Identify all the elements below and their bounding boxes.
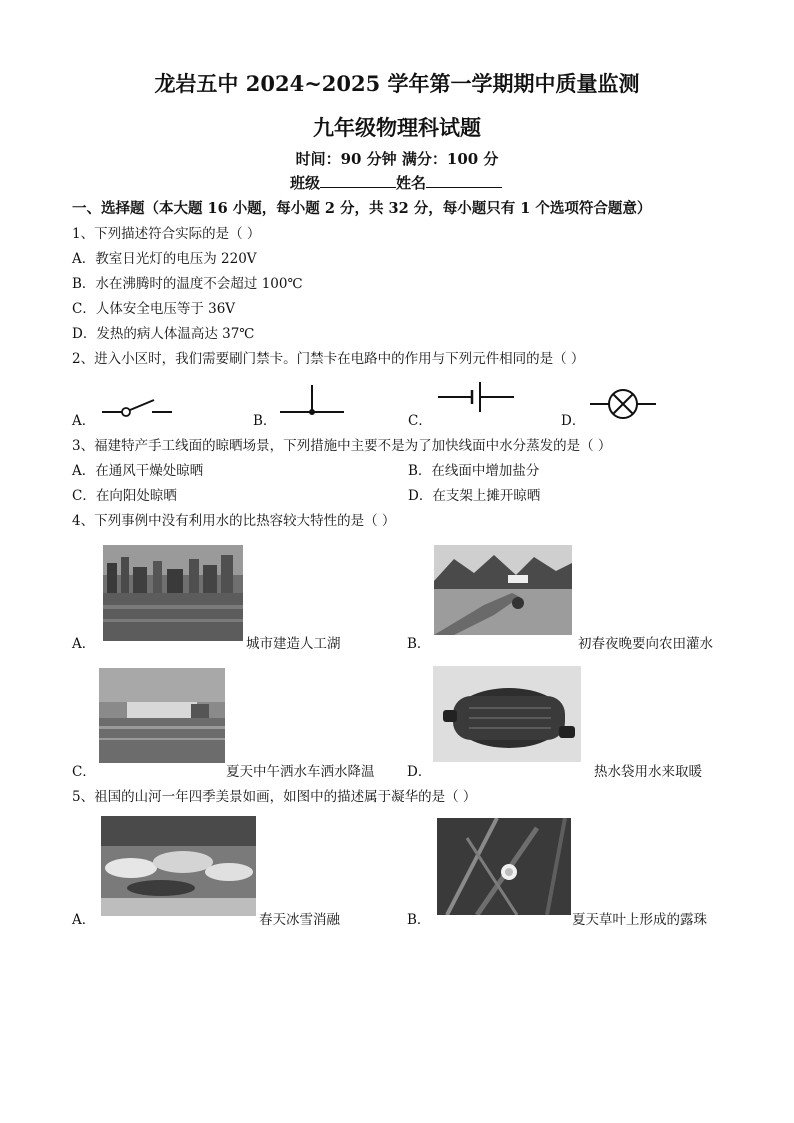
q2-option-b-label: B． <box>253 413 277 429</box>
q2-stem: 2、进入小区时，我们需要刷门禁卡。门禁卡在电路中的作用与下列元件相同的是（ ） <box>72 351 585 367</box>
q3-stem: 3、福建特产手工线面的晾晒场景，下列措施中主要不是为了加快线面中水分蒸发的是（ ） <box>72 438 612 454</box>
q1-stem: 1、下列描述符合实际的是（ ） <box>72 226 261 242</box>
q1-option-c: C．人体安全电压等于 36V <box>72 301 236 317</box>
name-label: 姓名 <box>396 174 427 192</box>
name-blank <box>426 173 502 188</box>
q4-option-a-label: A． <box>72 636 96 652</box>
hot-water-bag-photo <box>433 666 581 762</box>
artificial-lake-photo <box>103 545 243 641</box>
class-name-line <box>290 172 502 193</box>
q5-option-b-caption: 夏天草叶上形成的露珠 <box>572 912 707 928</box>
q4-option-b-caption: 初春夜晚要向农田灌水 <box>578 636 713 652</box>
section-heading: 一、选择题（本大题 16 小题，每小题 2 分，共 32 分，每小题只有 1 个选项符合题意） <box>72 200 652 217</box>
class-blank <box>320 173 396 188</box>
q3-option-c: C．在向阳处晾晒 <box>72 488 177 504</box>
junction-symbol-icon <box>276 383 348 419</box>
switch-symbol-icon <box>100 392 176 422</box>
lamp-symbol-icon <box>588 387 658 421</box>
q4-option-d-caption: 热水袋用水来取暖 <box>594 764 702 780</box>
q5-option-a-label: A． <box>72 912 96 928</box>
q2-option-c-label: C． <box>408 413 432 429</box>
class-label: 班级 <box>290 174 321 192</box>
q4-option-c-label: C． <box>72 764 96 780</box>
q1-option-b: B．水在沸腾时的温度不会超过 100℃ <box>72 276 303 292</box>
q2-option-d-label: D． <box>561 413 586 429</box>
dew-on-grass-photo <box>437 818 571 915</box>
exam-title: 龙岩五中 2024~2025 学年第一学期期中质量监测 <box>154 71 640 96</box>
q1-option-a: A．教室日光灯的电压为 220V <box>72 251 257 267</box>
q3-option-a: A．在通风干燥处晾晒 <box>72 463 204 479</box>
q4-option-d-label: D． <box>407 764 432 780</box>
q2-option-a-label: A． <box>72 413 96 429</box>
q5-stem: 5、祖国的山河一年四季美景如画，如图中的描述属于凝华的是（ ） <box>72 789 477 805</box>
q3-option-d: D．在支架上摊开晾晒 <box>408 488 541 504</box>
q5-option-a-caption: 春天冰雪消融 <box>259 912 340 928</box>
exam-subtitle: 九年级物理科试题 <box>313 115 481 140</box>
q4-stem: 4、下列事例中没有利用水的比热容较大特性的是（ ） <box>72 513 396 529</box>
battery-symbol-icon <box>436 380 516 414</box>
q1-option-d: D．发热的病人体温高达 37℃ <box>72 326 255 342</box>
q5-option-b-label: B． <box>407 912 431 928</box>
q4-option-b-label: B． <box>407 636 431 652</box>
q3-option-b: B．在线面中增加盐分 <box>408 463 540 479</box>
farmland-irrigation-photo <box>434 545 572 635</box>
q4-option-c-caption: 夏天中午洒水车洒水降温 <box>226 764 375 780</box>
time-score-line: 时间：90 分钟 满分：100 分 <box>295 150 499 168</box>
sprinkler-truck-photo <box>99 668 225 763</box>
q4-option-a-caption: 城市建造人工湖 <box>246 636 341 652</box>
melting-snow-photo <box>101 816 256 916</box>
